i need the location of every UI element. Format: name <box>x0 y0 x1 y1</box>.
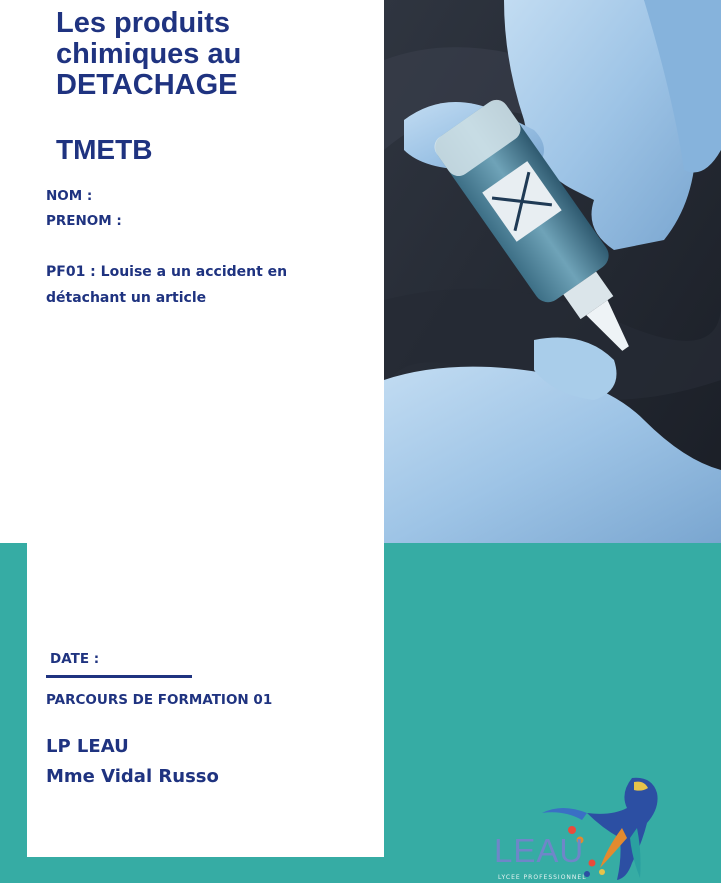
cover-card <box>27 0 384 857</box>
school-name: LP LEAU <box>46 736 129 757</box>
document-subtitle: TMETB <box>56 134 153 165</box>
teacher-name: Mme Vidal Russo <box>46 766 219 787</box>
leau-logo <box>492 768 682 883</box>
gloved-hands-stain-remover-illustration <box>384 0 721 543</box>
logo-tagline: LYCEE PROFESSIONNEL <box>498 874 587 881</box>
nom-label: NOM : <box>46 188 93 204</box>
parcours-label: PARCOURS DE FORMATION 01 <box>46 692 273 708</box>
date-underline <box>46 675 192 678</box>
prenom-label: PRENOM : <box>46 213 122 229</box>
logo-wordmark: LEAU <box>494 832 585 869</box>
cover-photo <box>384 0 721 543</box>
document-title: Les produits chimiques au DETACHAGE <box>56 7 242 101</box>
date-label: DATE : <box>50 651 100 667</box>
pf-description: PF01 : Louise a un accident en détachant un article <box>46 264 288 306</box>
